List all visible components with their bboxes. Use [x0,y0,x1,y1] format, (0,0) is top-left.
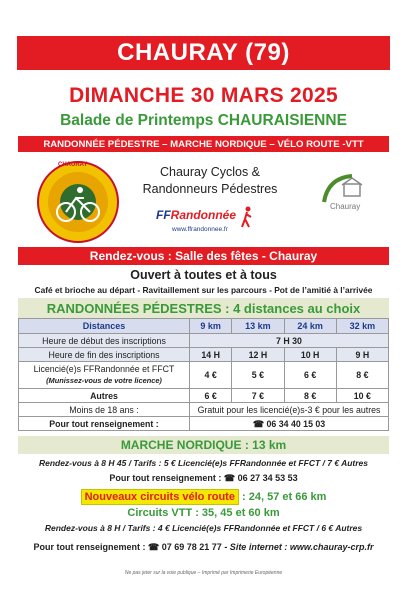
phone-icon: ☎ [223,473,236,483]
vtt-line: Circuits VTT : 35, 45 et 60 km [127,507,280,519]
table-cell: 9 H [336,348,388,362]
open-to-all: Ouvert à toutes et à tous [130,268,277,282]
hiker-icon [240,206,254,228]
meeting-text: Rendez-vous : Salle des fêtes - Chauray [89,249,318,263]
club-name-line2: Randonneurs Pédestres [142,182,278,196]
marche-contact [0,473,407,484]
table-cell: 4 € [190,362,232,389]
ffr-ff: FF [156,208,171,222]
table-row [19,319,389,334]
table-cell: 10 H [284,348,336,362]
licencie-label: Licencié(e)s FFRandonnée et FFCT [33,364,175,374]
velo-route-line [0,491,407,503]
rando-table [18,318,389,431]
town-logo-text: Chauray [330,202,361,211]
activities-banner [18,136,389,152]
table-header-cell: 9 km [190,319,232,334]
velo-highlight: Nouveaux circuits vélo route [81,489,239,505]
services-text: Café et brioche au départ - Ravitaillement sur les parcours - Pot de l’amitié à l’arrivée [34,285,373,295]
general-contact [0,542,407,553]
table-row [19,403,389,417]
table-cell [190,417,389,431]
phone-icon: ☎ [252,418,265,429]
licencie-sub: (Munissez-vous de votre licence) [46,376,162,385]
velo-route-distances: : 24, 57 et 66 km [238,491,327,503]
table-cell: Pour tout renseignement : [19,417,190,431]
event-title: CHAURAY (79) [117,39,290,66]
marche-contact-label: Pour tout renseignement : [109,473,222,483]
contact-phone: 07 69 78 21 77 [161,542,222,552]
table-cell: 6 € [284,362,336,389]
table-row [19,334,389,348]
table-row [19,417,389,431]
table-cell: Gratuit pour les licencié(e)s-3 € pour les autres [190,403,389,417]
table-cell: 12 H [232,348,284,362]
marche-heading [18,436,389,454]
table-header-cell: Distances [19,319,190,334]
table-row [19,362,389,389]
table-cell: 5 € [232,362,284,389]
marche-heading-text: MARCHE NORDIQUE : 13 km [120,438,287,452]
contact-site: - Site internet : www.chauray-crp.fr [221,542,374,552]
table-row [19,389,389,403]
table-cell [19,362,190,389]
table-row [19,348,389,362]
event-date: DIMANCHE 30 MARS 2025 [69,84,338,107]
club-name-line1: Chauray Cyclos & [159,165,261,179]
event-subtitle: Balade de Printemps CHAURAISIENNE [60,112,347,129]
table-header-cell: 32 km [336,319,388,334]
rando-phone: 06 34 40 15 03 [266,418,326,429]
table-cell: 10 € [336,389,388,403]
velo-rdv: Rendez-vous à 8 H / Tarifs : 4 € Licencié(e)s FFRandonnée et FFCT / 6 € Autres [44,523,363,533]
table-cell: 8 € [336,362,388,389]
table-cell: Heure de fin des inscriptions [19,348,190,362]
phone-icon: ☎ [148,542,160,552]
ffr-url: www.ffrandonnee.fr [172,226,228,233]
footer-note: Ne pas jeter sur la voie publique – Imprimé par Imprimerie Européenne [124,570,283,576]
table-cell: 6 € [190,389,232,403]
rando-heading-text: RANDONNÉES PÉDESTRES : 4 distances au choix [46,300,361,316]
table-cell: 7 H 30 [190,334,389,348]
club-name [130,164,290,198]
table-cell: 7 € [232,389,284,403]
marche-rdv: Rendez-vous à 8 H 45 / Tarifs : 5 € Licencié(e)s FFRandonnée et FFCT / 7 € Autres [38,458,369,468]
contact-label: Pour tout renseignement : [33,542,146,552]
ffr-rest: Randonnée [170,208,237,222]
table-header-cell: 13 km [232,319,284,334]
meeting-banner [18,247,389,265]
ffrandonnee-logo [150,206,270,242]
ffr-name [156,208,236,222]
title-banner [17,36,390,70]
logo-left-text: CHAURAY [58,162,88,168]
table-cell: Heure de début des inscriptions [19,334,190,348]
table-header-cell: 24 km [284,319,336,334]
activities-text: RANDONNÉE PÉDESTRE – MARCHE NORDIQUE – VÉLO ROUTE -VTT [43,138,364,150]
table-cell: Moins de 18 ans : [19,403,190,417]
cyclist-logo-icon [36,160,120,244]
club-logo [36,160,120,244]
marche-phone: 06 27 34 53 53 [237,473,298,483]
table-cell: 8 € [284,389,336,403]
rando-heading [18,298,389,318]
table-cell: 14 H [190,348,232,362]
table-cell: Autres [19,389,190,403]
